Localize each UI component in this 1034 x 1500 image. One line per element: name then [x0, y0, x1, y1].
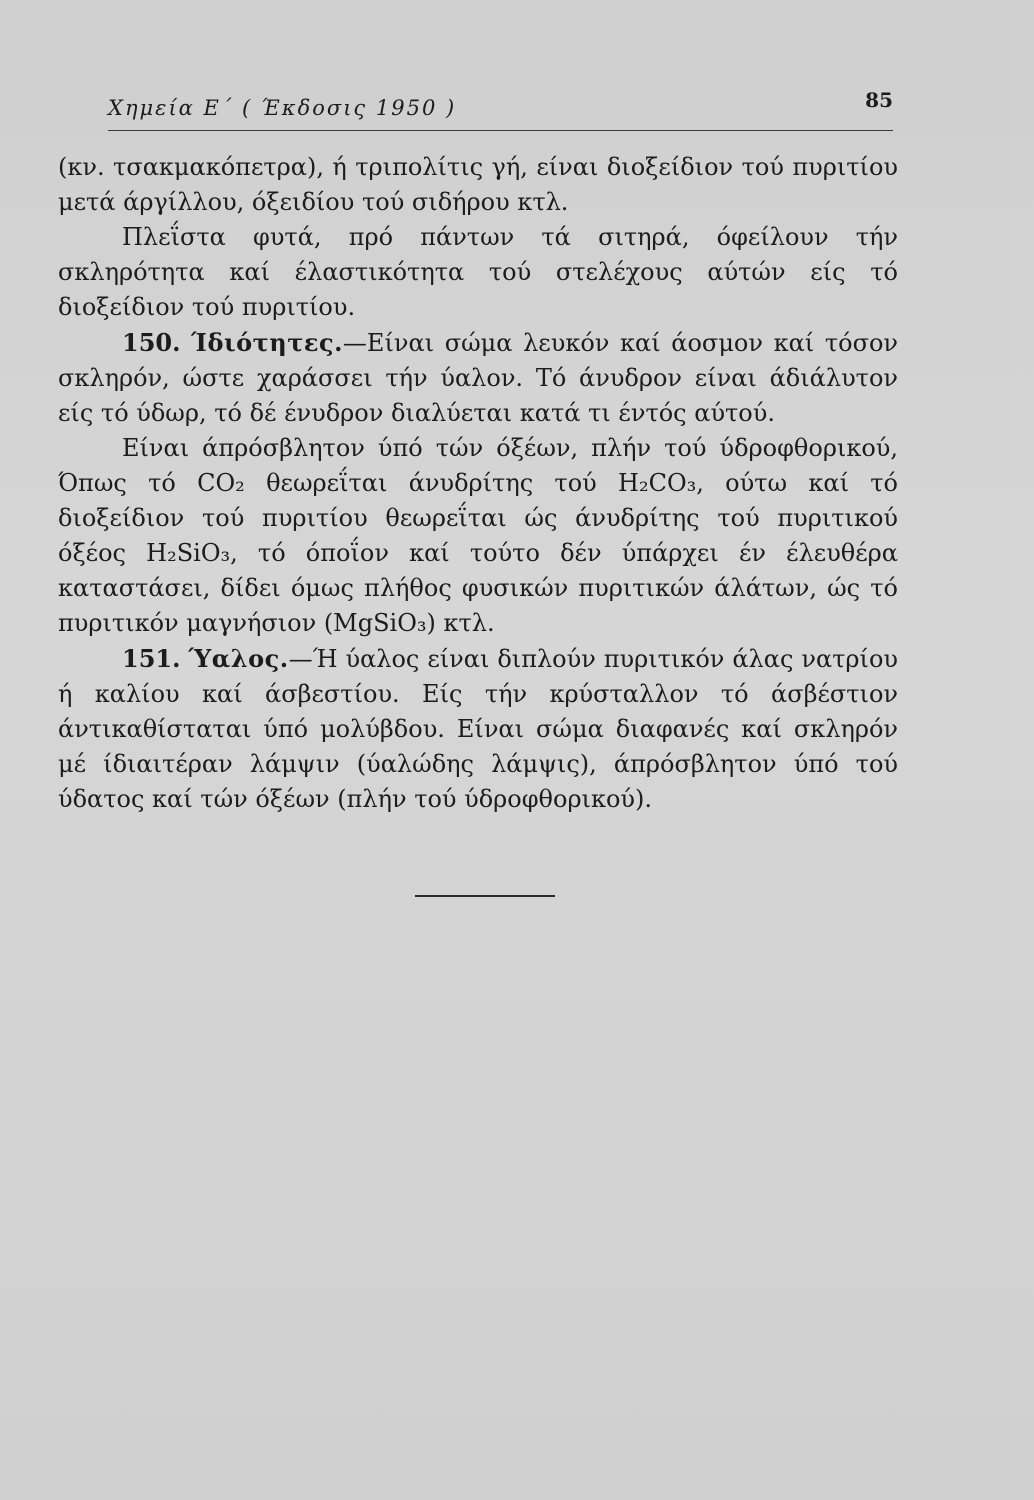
- section-151-title: Ύαλος.: [188, 644, 289, 673]
- running-title: Χημεία Ε΄ ( Έκδοσις 1950 ): [108, 96, 457, 120]
- section-151-number: 151.: [122, 644, 181, 673]
- section-150-title: Ίδιότητες.: [191, 328, 343, 357]
- section-end-rule: [415, 895, 555, 897]
- paragraph-plants: Πλεΐστα φυτά, πρό πάντων τά σιτηρά, όφείλουν τήν σκληρότητα καί έλαστικότητα τού στελέχους αύτών είς τό διοξείδιον τού πυριτίου.: [58, 223, 898, 321]
- page-header: [108, 90, 893, 131]
- paragraph-continued: (κν. τσακμακόπετρα), ή τριπολίτις γή, είναι διοξείδιον τού πυριτίου μετά άργίλλου, όξειδίου τού σιδήρου κτλ.: [58, 153, 898, 216]
- body-text: [58, 150, 898, 817]
- section-151: [58, 641, 898, 817]
- section-150-number: 150.: [122, 328, 181, 357]
- page-number: 85: [865, 88, 893, 112]
- paragraph-acids: Είναι άπρόσβλητον ύπό τών όξέων, πλήν τού ύδροφθορικού, Όπως τό CO₂ θεωρεΐται άνυδρίτης τού H₂CO₃, ούτω καί τό διοξείδιον τού πυριτίου θεωρεΐται ώς άνυδρίτης τού πυριτικού όξέος H₂SiO₃, τό όποΐον καί τούτο δέν ύπάρχει έν έλευθέρα καταστάσει, δίδει όμως πλήθος φυσικών πυριτικών άλάτων, ώς τό πυριτικόν μαγνήσιον (MgSiO₃) κτλ.: [58, 434, 898, 637]
- section-150-text: —Είναι σώμα λευκόν καί άοσμον καί τόσον σκληρόν, ώστε χαράσσει τήν ύαλον. Τό άνυδρον είναι άδιάλυτον είς τό ύδωρ, τό δέ ένυδρον διαλύεται κατά τι έντός αύτού.: [58, 329, 899, 427]
- section-150: [58, 325, 898, 431]
- section-151-text: —Ή ύαλος είναι διπλούν πυριτικόν άλας νατρίου ή καλίου καί άσβεστίου. Είς τήν κρύσταλλον τό άσβέστιον άντικαθίσταται ύπό μολύβδου. Είναι σώμα διαφανές καί σκληρόν μέ ίδιαιτέραν λάμψιν (ύαλώδης λάμψις), άπρόσβλητον ύπό τού ύδατος καί τών όξέων (πλήν τού ύδροφθορικού).: [58, 645, 898, 813]
